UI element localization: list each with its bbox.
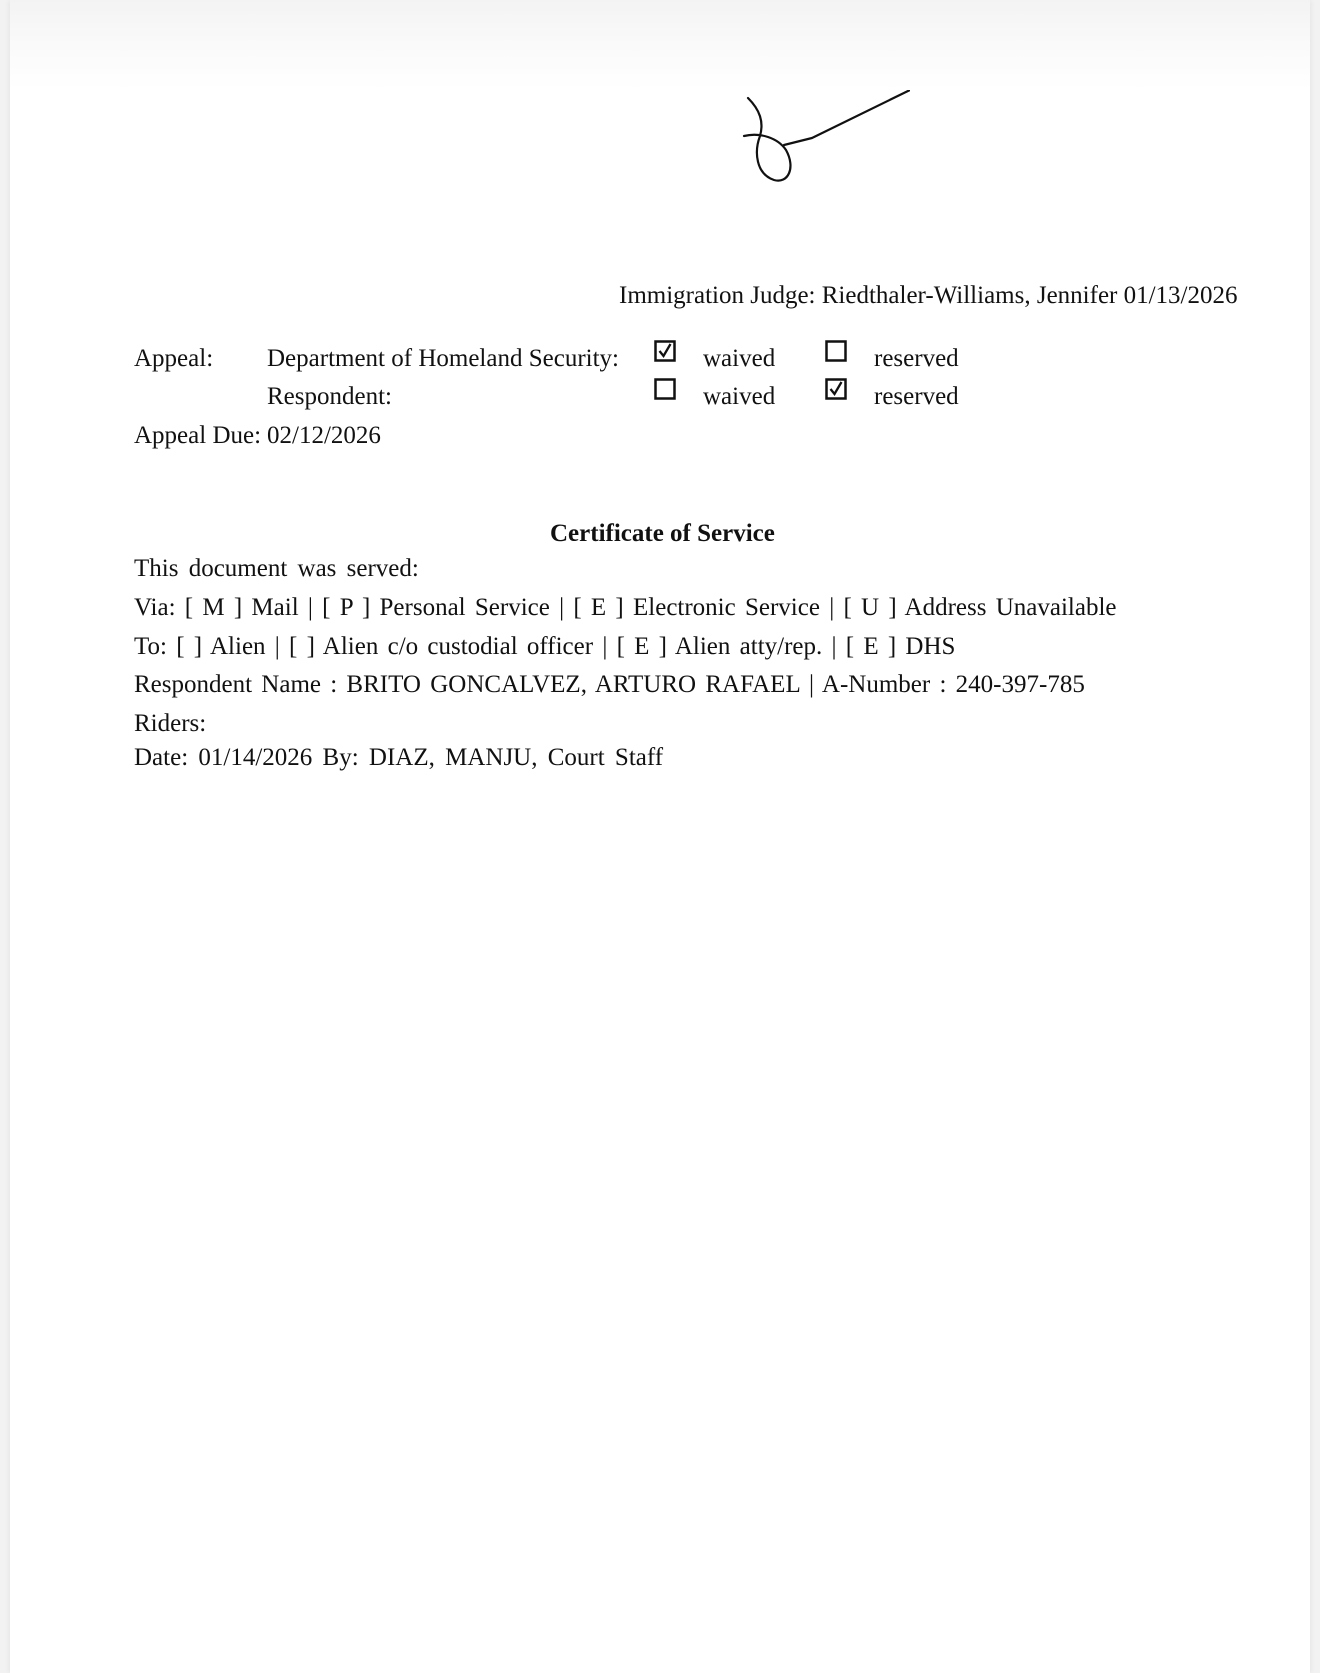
dhs-waived-checkbox bbox=[654, 340, 676, 362]
appeal-label: Appeal: bbox=[134, 345, 214, 372]
judge-line: Immigration Judge: Riedthaler-Williams, Jennifer 01/13/2026 bbox=[619, 282, 1238, 309]
respondent-waived-label: waived bbox=[703, 383, 776, 410]
judge-signature bbox=[740, 90, 910, 205]
date-line: Date: 01/14/2026 By: DIAZ, MANJU, Court Staff bbox=[134, 744, 664, 771]
dhs-waived-label: waived bbox=[703, 345, 776, 372]
respondent-reserved-checkbox bbox=[825, 378, 847, 400]
to-line: To: [ ] Alien | [ ] Alien c/o custodial officer | [ E ] Alien atty/rep. | [ E ] DHS bbox=[134, 633, 956, 660]
respondent-reserved-label: reserved bbox=[874, 383, 959, 410]
respondent-line: Respondent Name : BRITO GONCALVEZ, ARTURO RAFAEL | A-Number : 240-397-785 bbox=[134, 671, 1085, 698]
dhs-reserved-checkbox bbox=[825, 340, 847, 362]
dhs-reserved-label: reserved bbox=[874, 345, 959, 372]
respondent-waived-checkbox bbox=[654, 378, 676, 400]
served-line: This document was served: bbox=[134, 555, 419, 582]
document-page bbox=[10, 0, 1310, 1673]
riders-line: Riders: bbox=[134, 710, 207, 737]
appeal-due-label: Appeal Due: bbox=[134, 422, 262, 449]
via-line: Via: [ M ] Mail | [ P ] Personal Service | [ E ] Electronic Service | [ U ] Address Unavailable bbox=[134, 594, 1117, 621]
appeal-due-date: 02/12/2026 bbox=[267, 422, 381, 449]
dhs-label: Department of Homeland Security: bbox=[267, 345, 619, 372]
certificate-title: Certificate of Service bbox=[550, 520, 775, 547]
respondent-label: Respondent: bbox=[267, 383, 392, 410]
top-shadow bbox=[10, 0, 1310, 90]
